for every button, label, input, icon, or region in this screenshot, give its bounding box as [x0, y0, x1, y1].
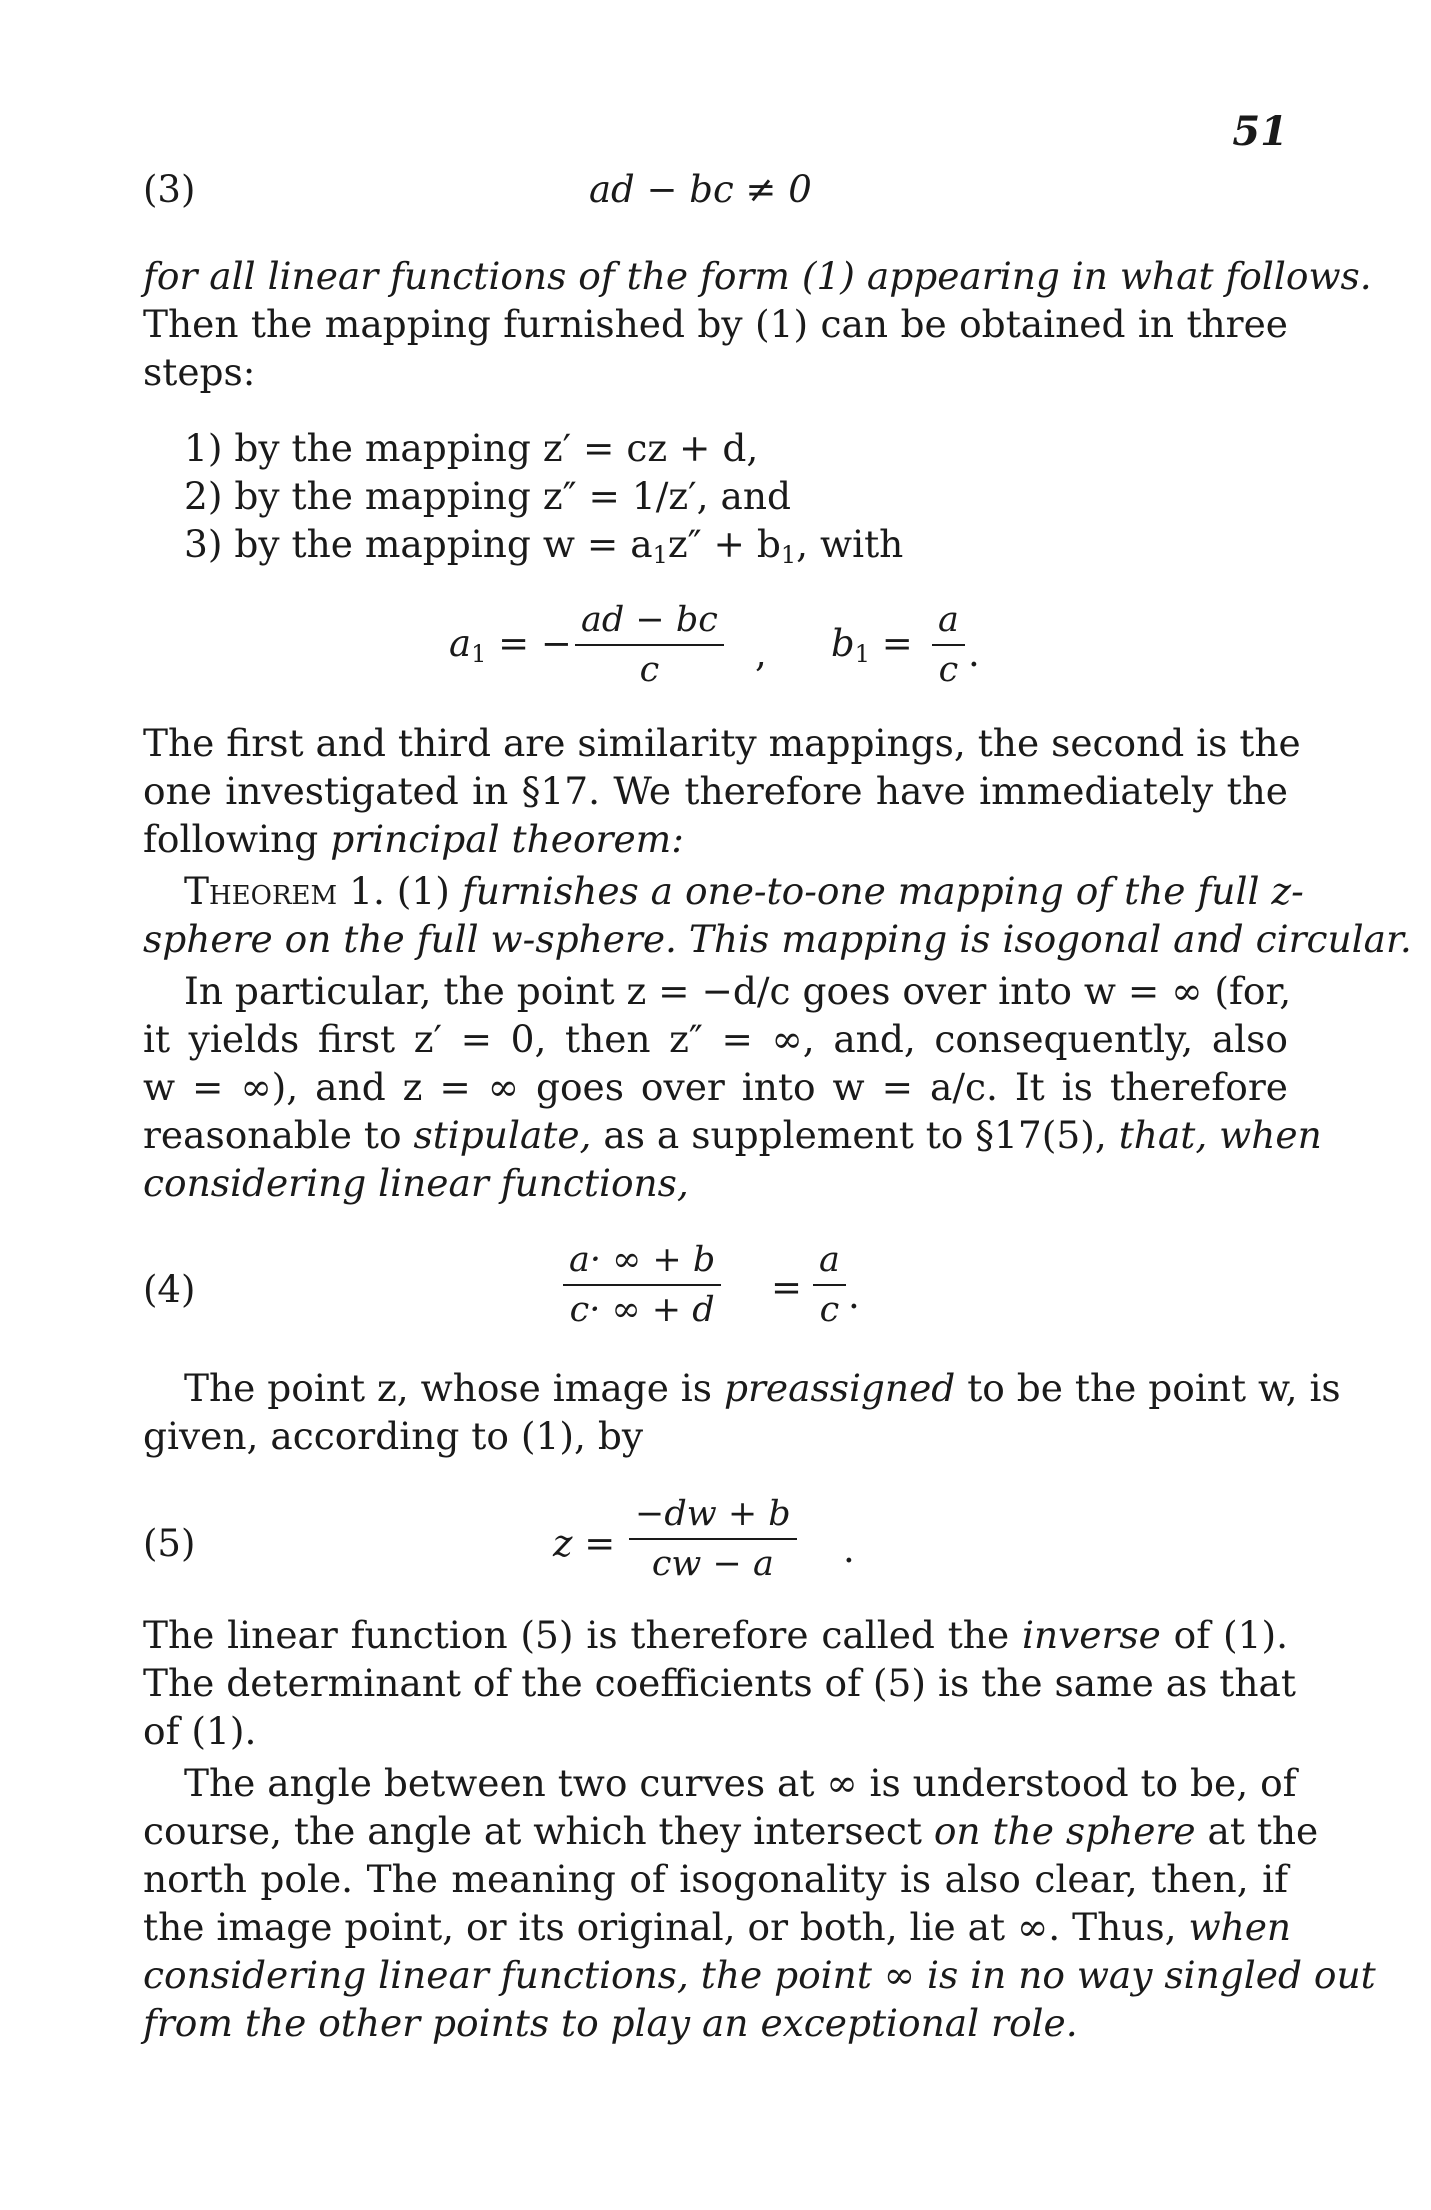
- paragraph-3-line-3: w = ∞), and z = ∞ goes over into w = a/c. It is therefore: [143, 1065, 1288, 1109]
- equation-5-label: (5): [143, 1522, 196, 1565]
- equation-4-rhs: a c: [813, 1240, 846, 1330]
- paragraph-6-line-6: from the other points to play an exceptional role.: [143, 2001, 1078, 2045]
- equation-3: ad − bc ≠ 0: [589, 168, 812, 211]
- paragraph-4-line-1: The point z, whose image is preassigned to be the point w, is: [184, 1366, 1341, 1410]
- equation-4-equals: =: [771, 1266, 803, 1309]
- paragraph-5-line-1: The linear function (5) is therefore called the inverse of (1).: [143, 1613, 1289, 1657]
- book-page: [143, 0, 1412, 2210]
- equation-5-lhs: z =: [553, 1522, 616, 1565]
- paragraph-2-line-2: one investigated in §17. We therefore have immediately the: [143, 769, 1288, 813]
- theorem-line-2: sphere on the full w-sphere. This mapping is isogonal and circular.: [143, 917, 1412, 961]
- paragraph-1-line-1: for all linear functions of the form (1) appearing in what follows.: [143, 254, 1372, 298]
- coef-period: .: [968, 632, 980, 675]
- page-number: 51: [1232, 108, 1288, 155]
- paragraph-5-line-3: of (1).: [143, 1709, 257, 1753]
- paragraph-4-line-2: given, according to (1), by: [143, 1414, 644, 1458]
- paragraph-3-line-1: In particular, the point z = −d/c goes over into w = ∞ (for,: [184, 969, 1292, 1013]
- paragraph-6-line-5: considering linear functions, the point ∞ is in no way singled out: [143, 1953, 1376, 1997]
- equation-5-fraction: −dw + b cw − a: [629, 1494, 797, 1584]
- step-1: 1) by the mapping z′ = cz + d,: [184, 426, 759, 470]
- theorem-line-1: Theorem 1. (1) furnishes a one-to-one mapping of the full z-: [184, 869, 1304, 913]
- paragraph-3-line-4: reasonable to stipulate, as a supplement to §17(5), that, when: [143, 1113, 1322, 1157]
- paragraph-6-line-2: course, the angle at which they intersect on the sphere at the: [143, 1809, 1319, 1853]
- step-2: 2) by the mapping z″ = 1/z′, and: [184, 474, 791, 518]
- paragraph-6-line-1: The angle between two curves at ∞ is understood to be, of: [184, 1761, 1297, 1805]
- paragraph-3-line-2: it yields first z′ = 0, then z″ = ∞, and, consequently, also: [143, 1017, 1288, 1061]
- paragraph-1-line-3: steps:: [143, 350, 256, 394]
- equation-4-label: (4): [143, 1268, 196, 1311]
- paragraph-2-line-3: following principal theorem:: [143, 817, 684, 861]
- coef-a1-fraction: ad − bc c: [575, 600, 724, 690]
- equation-4-fraction: a· ∞ + b c· ∞ + d: [563, 1240, 721, 1330]
- equation-3-label: (3): [143, 168, 196, 211]
- paragraph-5-line-2: The determinant of the coefficients of (5) is the same as that: [143, 1661, 1296, 1705]
- step-3: 3) by the mapping $w = a_1z'' + b_1$, with: [184, 522, 904, 569]
- equation-4-period: .: [848, 1274, 860, 1317]
- paragraph-1-line-2: Then the mapping furnished by (1) can be obtained in three: [143, 302, 1288, 346]
- coef-b1-lhs: $b_1$ =: [831, 622, 913, 668]
- coef-comma: ,: [755, 632, 767, 675]
- paragraph-2-line-1: The first and third are similarity mappings, the second is the: [143, 721, 1301, 765]
- paragraph-6-line-4: the image point, or its original, or both, lie at ∞. Thus, when: [143, 1905, 1292, 1949]
- paragraph-3-line-5: considering linear functions,: [143, 1161, 689, 1205]
- paragraph-6-line-3: north pole. The meaning of isogonality is also clear, then, if: [143, 1857, 1288, 1901]
- coef-a1-lhs: $a_1$ = −: [449, 622, 572, 668]
- equation-5-period: .: [843, 1528, 855, 1571]
- coef-b1-fraction: a c: [932, 600, 965, 690]
